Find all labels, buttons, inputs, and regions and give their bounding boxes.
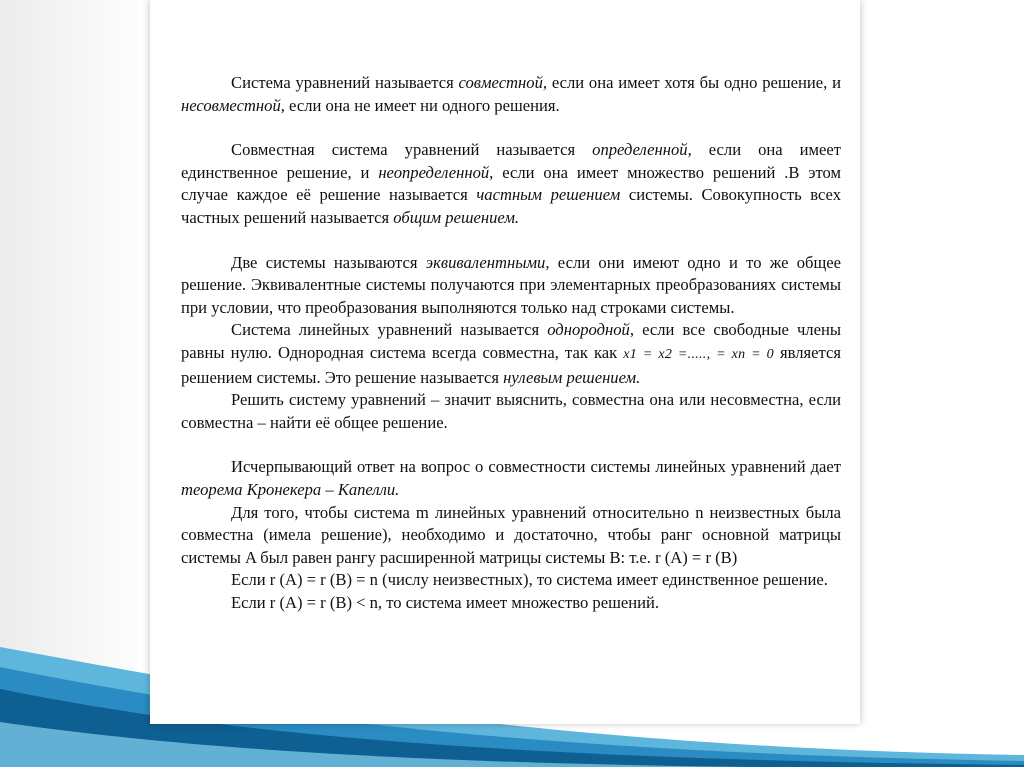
paragraph-5: Решить систему уравнений – значит выяснить, совместна она или несовместна, если совместна – найти её общее решение. [181,390,841,432]
term-particular-solution: частным решением [476,185,621,205]
term-equivalent: эквивалентными [425,252,546,272]
paragraph-3: Две системы называются эквивалентными, если они имеют одно и то же общее решение. Эквивалентные системы получаются при элементарных преобразованиях системы при условии, что преобразования выполняются только над строками системы. [181,252,841,317]
paragraph-7: Для того, чтобы система m линейных уравнений относительно n неизвестных была совместна (имела решение), необходимо и достаточно, чтобы ранг основной матрицы системы A был равен рангу расширенной матрицы системы B: т.е. r (A) = r (B) [181,502,841,567]
paragraph-1: Система уравнений называется совместной, если она имеет хотя бы одно решение, и несовместной, если она не имеет ни одного решения. [181,73,841,115]
paragraph-8: Если r (A) = r (B) = n (числу неизвестных), то система имеет единственное решение. [231,570,828,590]
document-text [181,72,841,614]
term-undetermined: неопределенной [378,162,490,182]
term-kronecker-capelli: теорема Кронекера – Капелли. [181,479,400,499]
term-consistent: совместной [458,73,543,92]
paragraph-9: Если r (A) = r (B) < n, то система имеет множество решений. [231,592,660,612]
term-homogeneous: однородной [547,320,630,340]
term-determined: определенной [592,140,688,160]
zero-solution-formula: x1 = x2 =....., = xn = 0 [623,346,774,362]
term-inconsistent: несовместной [181,95,281,115]
term-zero-solution: нулевым решением. [503,367,641,387]
paragraph-2: Совместная система уравнений называется определенной, если она имеет единственное решение, и неопределенной, если она имеет множество решений .В этом случае каждое её решение называется частным решением системы. Совокупность всех частных решений называется общим решением. [181,140,841,227]
term-general-solution: общим решением. [393,207,520,227]
paragraph-4: Система линейных уравнений называется однородной, если все свободные члены равны нулю. Однородная система всегда совместна, так как x1 = x2 =....., = xn = 0 является решением системы. Это решение называется нулевым решением. [181,320,841,387]
paragraph-6: Исчерпывающий ответ на вопрос о совместности системы линейных уравнений дает теорема Кронекера – Капелли. [181,457,841,499]
